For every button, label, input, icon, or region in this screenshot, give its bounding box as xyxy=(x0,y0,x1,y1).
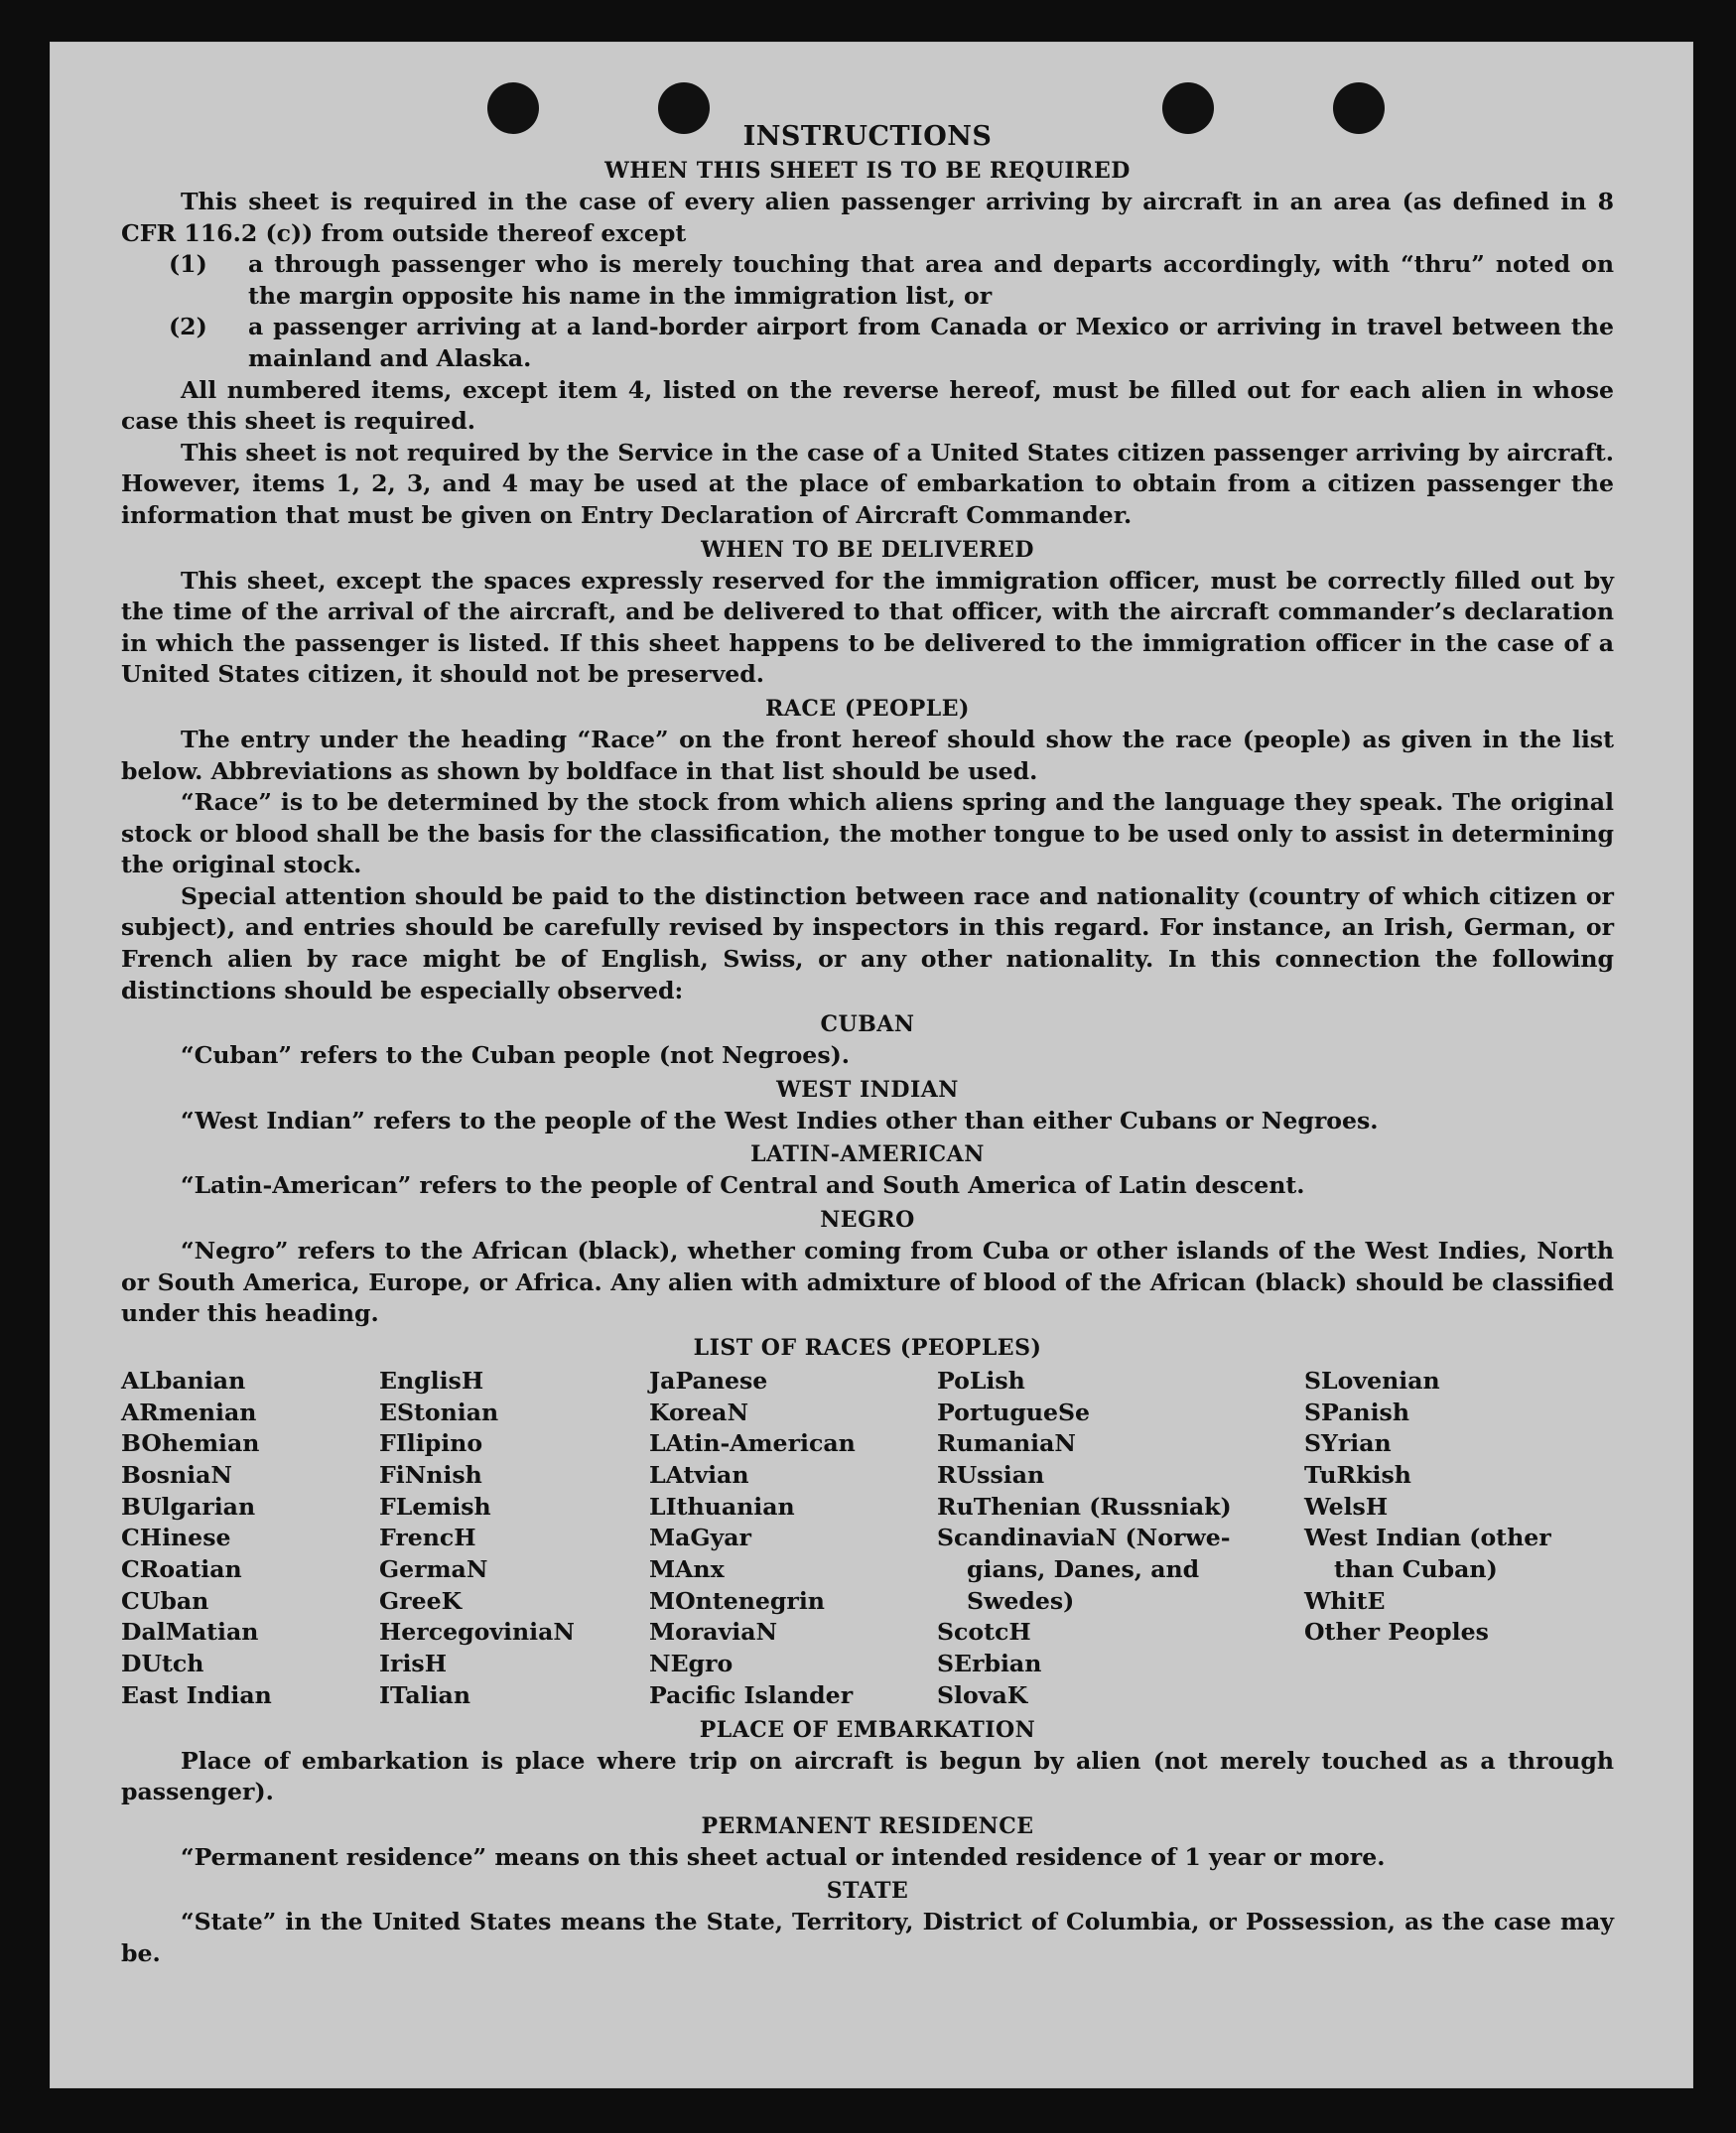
race-entry: JaPanese xyxy=(649,1366,768,1395)
race-column xyxy=(649,1366,937,1712)
race-entry: gians, Danes, and xyxy=(967,1555,1200,1584)
section-heading: CUBAN xyxy=(820,1011,915,1038)
race-entry: SlovaK xyxy=(937,1680,1028,1709)
race-entry: DUtch xyxy=(121,1650,204,1678)
race-list xyxy=(121,1366,1614,1712)
race-entry: FIlipino xyxy=(379,1429,483,1458)
race-entry: IrisH xyxy=(379,1650,448,1678)
race-entry: KoreaN xyxy=(649,1398,749,1426)
race-entry: MaGyar xyxy=(649,1524,751,1552)
race-entry: BUlgarian xyxy=(121,1492,256,1521)
race-entry: MOntenegrin xyxy=(649,1586,825,1615)
section-heading: RACE (PEOPLE) xyxy=(765,695,970,722)
race-column xyxy=(379,1366,649,1712)
race-entry: RuThenian (Russniak) xyxy=(937,1492,1232,1521)
section-heading: WEST INDIAN xyxy=(776,1076,959,1103)
numbered-item xyxy=(121,312,1614,374)
paragraph: “Cuban” refers to the Cuban people (not Negroes). xyxy=(181,1041,850,1070)
section-heading: WHEN THIS SHEET IS TO BE REQUIRED xyxy=(604,158,1131,184)
paragraph: “Negro” refers to the African (black), whether coming from Cuba or other islands of the West Indies, North or South America, Europe, or Africa. Any alien with admixture of blood of the African (black) should be classified under this heading. xyxy=(121,1237,1614,1328)
paragraph: The entry under the heading “Race” on the front hereof should show the race (people) as given in the list below. Abbreviations as shown by boldface in that list should be used. xyxy=(121,725,1614,785)
instructions-body xyxy=(121,117,1614,1970)
section-heading: NEGRO xyxy=(820,1207,915,1234)
paragraph: This sheet is required in the case of every alien passenger arriving by aircraft in an area (as defined in 8 CFR 116.2 (c)) from outside thereof except xyxy=(121,188,1614,247)
item-number: (2) xyxy=(169,313,207,341)
item-text: a through passenger who is merely touching that area and departs accordingly, with “thru” noted on the margin opposite his name in the immigration list, or xyxy=(248,250,1614,310)
race-entry: CHinese xyxy=(121,1524,231,1552)
race-column xyxy=(937,1366,1304,1712)
race-entry: CRoatian xyxy=(121,1555,242,1584)
paragraph: This sheet is not required by the Service in the case of a United States citizen passenger arriving by aircraft. However, items 1, 2, 3, and 4 may be used at the place of embarkation to obtain from a citizen passenger the information that must be given on Entry Declaration of Aircraft Commander. xyxy=(121,438,1614,529)
paragraph: “State” in the United States means the State, Territory, District of Columbia, or Possession, as the case may be. xyxy=(121,1908,1614,1967)
race-entry: East Indian xyxy=(121,1680,272,1709)
paragraph: “Race” is to be determined by the stock from which aliens spring and the language they speak. The original stock or blood shall be the basis for the classification, the mother tongue to be used only to assist in determining the original stock. xyxy=(121,788,1614,879)
race-entry: ALbanian xyxy=(121,1366,246,1395)
race-entry: MoraviaN xyxy=(649,1618,778,1647)
race-entry: BOhemian xyxy=(121,1429,260,1458)
race-entry: CUban xyxy=(121,1586,209,1615)
race-entry: FiNnish xyxy=(379,1460,482,1489)
race-entry: ScandinaviaN (Norwe- xyxy=(937,1524,1231,1552)
section-heading: PERMANENT RESIDENCE xyxy=(701,1812,1034,1839)
section-heading: WHEN TO BE DELIVERED xyxy=(701,536,1034,563)
race-entry: SErbian xyxy=(937,1650,1042,1678)
race-entry: Swedes) xyxy=(967,1586,1075,1615)
item-text: a passenger arriving at a land-border airport from Canada or Mexico or arriving in travel between the mainland and Alaska. xyxy=(248,313,1614,372)
paragraph: “Latin-American” refers to the people of Central and South America of Latin descent. xyxy=(181,1171,1305,1200)
race-entry: PoLish xyxy=(937,1366,1025,1395)
race-entry: LAtin-American xyxy=(649,1429,856,1458)
paragraph: This sheet, except the spaces expressly reserved for the immigration officer, must be correctly filled out by the time of the arrival of the aircraft, and be delivered to that officer, with the aircraft commander’s declaration in which the passenger is listed. If this sheet happens to be delivered to the immigration officer in the case of a United States citizen, it should not be preserved. xyxy=(121,566,1614,689)
section-heading: LATIN-AMERICAN xyxy=(750,1141,985,1168)
race-entry: SYrian xyxy=(1304,1429,1392,1458)
race-entry: SPanish xyxy=(1304,1398,1409,1426)
race-entry: Pacific Islander xyxy=(649,1680,854,1709)
section-heading: STATE xyxy=(826,1878,909,1905)
race-entry: WhitE xyxy=(1304,1586,1386,1615)
race-entry: TuRkish xyxy=(1304,1460,1411,1489)
race-entry: GermaN xyxy=(379,1555,488,1584)
race-entry: WelsH xyxy=(1304,1492,1389,1521)
race-entry: LAtvian xyxy=(649,1460,749,1489)
race-entry: BosniaN xyxy=(121,1460,232,1489)
race-entry: ITalian xyxy=(379,1680,470,1709)
race-entry: PortugueSe xyxy=(937,1398,1091,1426)
page-title: INSTRUCTIONS xyxy=(742,121,993,152)
race-entry: DalMatian xyxy=(121,1618,259,1647)
race-entry: FrencH xyxy=(379,1524,476,1552)
race-entry: RumaniaN xyxy=(937,1429,1076,1458)
race-entry: LIthuanian xyxy=(649,1492,795,1521)
race-entry: EnglisH xyxy=(379,1366,484,1395)
race-entry: ScotcH xyxy=(937,1618,1031,1647)
race-entry: SLovenian xyxy=(1304,1366,1440,1395)
race-entry: EStonian xyxy=(379,1398,499,1426)
paragraph: Special attention should be paid to the distinction between race and nationality (country of which citizen or subject), and entries should be carefully revised by inspectors in this regard. For instance, an Irish, German, or French alien by race might be of English, Swiss, or any other nationality. In this connection the following distinctions should be especially observed: xyxy=(121,881,1614,1004)
race-entry: FLemish xyxy=(379,1492,491,1521)
race-entry: NEgro xyxy=(649,1650,734,1678)
race-entry: Other Peoples xyxy=(1304,1618,1489,1647)
race-entry: HercegoviniaN xyxy=(379,1618,575,1647)
race-entry: MAnx xyxy=(649,1555,725,1584)
paragraph: “West Indian” refers to the people of the West Indies other than either Cubans or Negroes. xyxy=(181,1106,1379,1134)
section-heading: LIST OF RACES (PEOPLES) xyxy=(693,1334,1042,1361)
race-entry: ARmenian xyxy=(121,1398,257,1426)
paragraph: “Permanent residence” means on this sheet actual or intended residence of 1 year or more. xyxy=(181,1842,1386,1871)
race-entry: GreeK xyxy=(379,1586,463,1615)
section-heading: PLACE OF EMBARKATION xyxy=(699,1716,1036,1743)
race-column xyxy=(121,1366,379,1712)
race-entry: than Cuban) xyxy=(1334,1555,1498,1584)
numbered-item xyxy=(121,249,1614,312)
paragraph: Place of embarkation is place where trip on aircraft is begun by alien (not merely touched as a through passenger). xyxy=(121,1746,1614,1806)
race-entry: West Indian (other xyxy=(1304,1524,1551,1552)
race-entry: RUssian xyxy=(937,1460,1045,1489)
paragraph: All numbered items, except item 4, listed on the reverse hereof, must be filled out for each alien in whose case this sheet is required. xyxy=(121,375,1614,436)
item-number: (1) xyxy=(169,250,207,279)
race-column xyxy=(1304,1366,1602,1712)
